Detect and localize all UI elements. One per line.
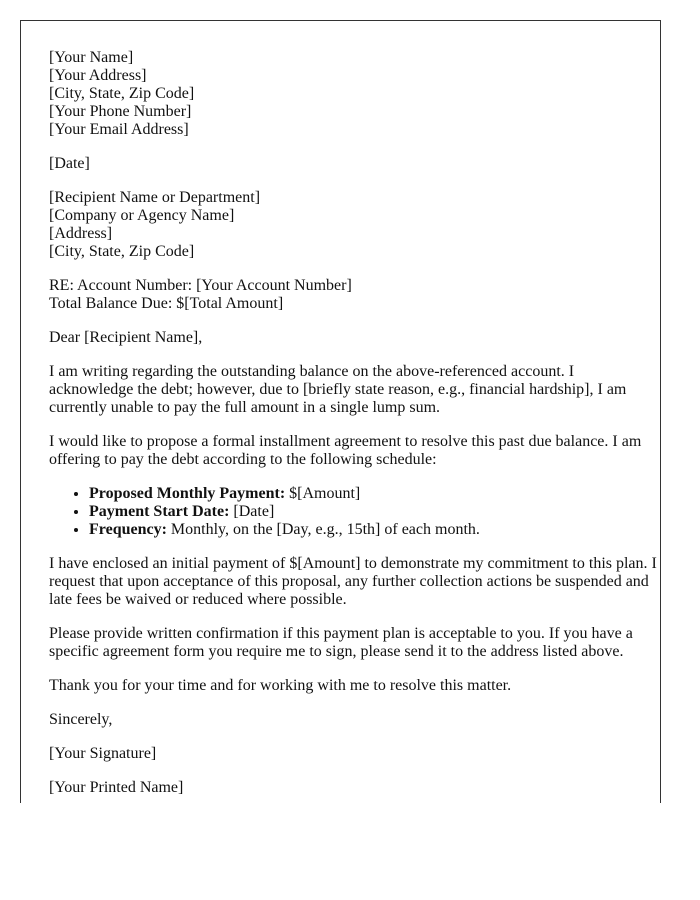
item-value: $[Amount] xyxy=(285,485,361,502)
salutation: Dear [Recipient Name], xyxy=(49,329,203,346)
account-number-line: RE: Account Number: [Your Account Number] xyxy=(49,277,352,294)
recipient-line: [Company or Agency Name] xyxy=(49,207,235,224)
payment-schedule-list xyxy=(49,485,660,539)
list-item xyxy=(89,503,660,521)
sender-line: [Your Name] xyxy=(49,49,134,66)
body-paragraph-1: I am writing regarding the outstanding balance on the above-referenced account. I acknowledge the debt; however, due to [briefly state reason, e.g., financial hardship], I am currently unable to pay the full amount in a single lump sum. xyxy=(49,363,627,416)
body-paragraph-4: Please provide written confirmation if this payment plan is acceptable to you. If you have a specific agreement form you require me to sign, please send it to the address listed above. xyxy=(49,625,633,660)
recipient-line: [Recipient Name or Department] xyxy=(49,189,261,206)
list-item xyxy=(89,521,660,539)
item-label: Proposed Monthly Payment: xyxy=(89,485,286,502)
closing: Sincerely, xyxy=(49,711,113,728)
recipient-line: [Address] xyxy=(49,225,113,242)
sender-address xyxy=(49,49,660,139)
item-value: Monthly, on the [Day, e.g., 15th] of each month. xyxy=(166,521,480,538)
body-paragraph-2: I would like to propose a formal installment agreement to resolve this past due balance. I am offering to pay the debt according to the following schedule: xyxy=(49,433,642,468)
recipient-line: [City, State, Zip Code] xyxy=(49,243,195,260)
body-paragraph-3: I have enclosed an initial payment of $[Amount] to demonstrate my commitment to this plan. I request that upon acceptance of this proposal, any further collection actions be suspended and late fees be waived or reduced where possible. xyxy=(49,555,657,608)
sender-line: [City, State, Zip Code] xyxy=(49,85,195,102)
balance-due-line: Total Balance Due: $[Total Amount] xyxy=(49,295,284,312)
signature: [Your Signature] xyxy=(49,745,157,762)
letter-page xyxy=(20,20,661,803)
sender-line: [Your Address] xyxy=(49,67,147,84)
body-paragraph-5: Thank you for your time and for working with me to resolve this matter. xyxy=(49,677,512,694)
recipient-address xyxy=(49,189,660,261)
item-label: Frequency: xyxy=(89,521,167,538)
sender-line: [Your Email Address] xyxy=(49,121,189,138)
reference-block xyxy=(49,277,660,313)
printed-name: [Your Printed Name] xyxy=(49,779,184,796)
sender-line: [Your Phone Number] xyxy=(49,103,192,120)
letter-date: [Date] xyxy=(49,155,90,172)
list-item xyxy=(89,485,660,503)
item-value: [Date] xyxy=(229,503,275,520)
item-label: Payment Start Date: xyxy=(89,503,230,520)
